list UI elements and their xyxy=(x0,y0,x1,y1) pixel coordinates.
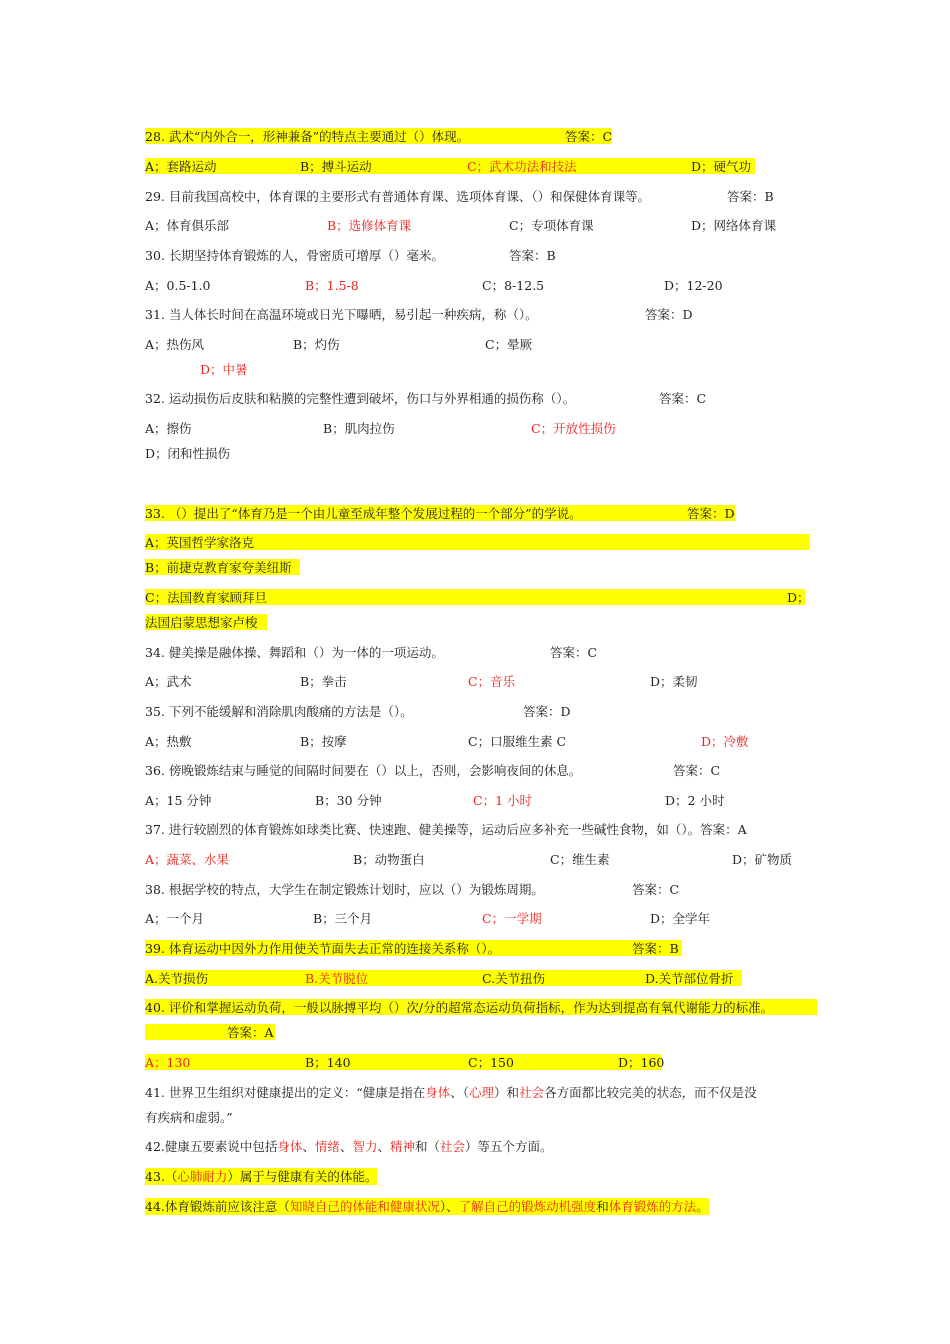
option-c-correct: C；1 小时 xyxy=(473,793,532,808)
option-d: D；硬气功 xyxy=(691,159,752,174)
question-text: 30. 长期坚持体育锻炼的人，骨密质可增厚（）毫米。 xyxy=(145,248,444,263)
answer-label: 答案：B xyxy=(632,941,679,956)
option-d: D；闭和性损伤 xyxy=(145,446,231,461)
option-d: D；柔韧 xyxy=(650,674,698,689)
option-a: A；15 分钟 xyxy=(145,793,212,808)
text: 、 xyxy=(339,1139,353,1154)
option-b: B；140 xyxy=(305,1055,351,1070)
question-text: 38. 根据学校的特点，大学生在制定锻炼计划时，应以（）为锻炼周期。 xyxy=(145,882,544,897)
text: 。 xyxy=(696,1199,709,1214)
text: 42.健康五要素说中包括 xyxy=(145,1139,278,1154)
statement-41-cont: 有疾病和虚弱。” xyxy=(145,1110,233,1125)
text: 和（ xyxy=(415,1139,441,1154)
answer-label: 答案：D xyxy=(687,506,735,521)
option-d-correct: D；冷敷 xyxy=(701,734,749,749)
answer-label: 答案：B xyxy=(509,248,556,263)
option-a: A；热伤风 xyxy=(145,337,205,352)
option-d: D；全学年 xyxy=(650,911,711,926)
option-b: B；搏斗运动 xyxy=(300,159,372,174)
question-text: 32. 运动损伤后皮肤和粘膜的完整性遭到破坏，伤口与外界相通的损伤称（）。 xyxy=(145,391,576,406)
keyword: 体育锻炼的方法 xyxy=(608,1199,697,1214)
option-b: B；三个月 xyxy=(313,911,373,926)
option-b: B；灼伤 xyxy=(293,337,340,352)
option-c-correct: C；武术功法和技法 xyxy=(467,159,577,174)
option-d: D；矿物质 xyxy=(732,852,793,867)
answer-label: 答案：C xyxy=(550,645,598,660)
keyword: 智力 xyxy=(352,1139,378,1154)
option-a: A；一个月 xyxy=(145,911,205,926)
option-d: D.关节部位骨折 xyxy=(645,971,734,986)
keyword: 情绪 xyxy=(314,1139,340,1154)
answer-label: 答案：A xyxy=(227,1025,274,1040)
option-a: A；0.5-1.0 xyxy=(145,278,211,293)
keyword: 了解自己的锻炼动机强度 xyxy=(458,1199,597,1214)
keyword: 知晓自己的体能和健康状况 xyxy=(289,1199,440,1214)
option-b: B；拳击 xyxy=(300,674,347,689)
option-b-correct: B.关节脱位 xyxy=(305,971,369,986)
answer-label: 答案：C xyxy=(632,882,680,897)
option-a: A；体育俱乐部 xyxy=(145,218,230,233)
option-a: A；擦伤 xyxy=(145,421,192,436)
option-b: B；按摩 xyxy=(300,734,347,749)
option-a: A；热敷 xyxy=(145,734,192,749)
option-c-correct: C；开放性损伤 xyxy=(531,421,616,436)
question-text: 28. 武术“内外合一，形神兼备”的特点主要通过（）体现。 xyxy=(145,129,470,144)
statement-41 xyxy=(145,1084,757,1101)
keyword: 心理 xyxy=(469,1085,495,1100)
answer-label: 答案：C xyxy=(659,391,707,406)
option-c: C.关节扭伤 xyxy=(482,971,546,986)
option-c: C；口服维生素 C xyxy=(468,734,567,749)
text: ）属于与健康有关的体能。 xyxy=(227,1169,378,1184)
statement-42 xyxy=(145,1138,553,1155)
option-c: C；专项体育课 xyxy=(509,218,594,233)
question-text: 31. 当人体长时间在高温环境或日光下曝晒，易引起一种疾病，称（）。 xyxy=(145,307,538,322)
text: 、（ xyxy=(450,1085,470,1100)
option-b: B；30 分钟 xyxy=(315,793,382,808)
option-d: D；160 xyxy=(618,1055,665,1070)
question-text: 39. 体育运动中因外力作用使关节面失去正常的连接关系称（）。 xyxy=(145,941,501,956)
option-c-correct: C；音乐 xyxy=(468,674,516,689)
text: 各方面都比较完美的状态，而不仅是没 xyxy=(544,1085,757,1100)
keyword: 社会 xyxy=(519,1085,545,1100)
option-b: B；动物蛋白 xyxy=(353,852,425,867)
option-c: C；8-12.5 xyxy=(482,278,545,293)
keyword: 身体 xyxy=(277,1139,303,1154)
question-text: 40. 评价和掌握运动负荷，一般以脉搏平均（）次/分的超常态运动负荷指标，作为达到提高有氧代谢能力的标准。 xyxy=(145,1000,774,1015)
question-text: 34. 健美操是融体操、舞蹈和（）为一体的一项运动。 xyxy=(145,645,444,660)
text: 44.体育锻炼前应该注意（ xyxy=(145,1199,290,1214)
text: ）等五个方面。 xyxy=(465,1139,553,1154)
option-c: C；维生素 xyxy=(550,852,610,867)
text: ）和 xyxy=(494,1085,520,1100)
keyword: 身体 xyxy=(425,1085,451,1100)
option-c: C；法国教育家顾拜旦 xyxy=(145,590,268,605)
option-a: A；套路运动 xyxy=(145,159,217,174)
option-b: B；肌肉拉伤 xyxy=(323,421,395,436)
option-d: D；网络体育课 xyxy=(691,218,777,233)
statement-44 xyxy=(145,1198,709,1215)
question-text: 33. （）提出了“体育乃是一个由儿童至成年整个发展过程的一个部分”的学说。 xyxy=(145,506,582,521)
option-c: C；150 xyxy=(468,1055,514,1070)
option-c: C；晕厥 xyxy=(485,337,533,352)
question-text: 36. 傍晚锻炼结束与睡觉的间隔时间要在（）以上，否则，会影响夜间的休息。 xyxy=(145,763,582,778)
keyword: 精神 xyxy=(389,1139,415,1154)
question-text: 35. 下列不能缓解和消除肌肉酸痛的方法是（）。 xyxy=(145,704,413,719)
text: 和 xyxy=(596,1199,609,1214)
answer-label: 答案：C xyxy=(565,129,613,144)
text: ）、 xyxy=(439,1199,459,1214)
answer-label: 答案：B xyxy=(727,189,774,204)
option-a: A；武术 xyxy=(145,674,192,689)
keyword: 社会 xyxy=(440,1139,466,1154)
option-b: B；前捷克教育家夸美纽斯 xyxy=(145,560,292,575)
option-d: D；12-20 xyxy=(664,278,723,293)
answer-label: 答案：D xyxy=(523,704,571,719)
text: 、 xyxy=(377,1139,390,1154)
option-a: A；英国哲学家洛克 xyxy=(145,535,255,550)
option-b-correct: B；选修体育课 xyxy=(327,218,412,233)
option-c-correct: C；一学期 xyxy=(482,911,542,926)
keyword: 心肺耐力 xyxy=(177,1169,228,1184)
statement-43 xyxy=(145,1168,377,1185)
text: 、 xyxy=(302,1139,315,1154)
option-a-correct: A；130 xyxy=(145,1055,191,1070)
option-b-correct: B；1.5-8 xyxy=(305,278,359,293)
option-d-correct: 法国启蒙思想家卢梭 xyxy=(145,615,258,630)
question-text: 37. 进行较剧烈的体育锻炼如球类比赛、快速跑、健美操等，运动后应多补充一些碱性食物，如（）。答案：A xyxy=(145,822,747,837)
answer-label: 答案：C xyxy=(673,763,721,778)
answer-label: 答案：D xyxy=(645,307,693,322)
text: 41. 世界卫生组织对健康提出的定义：“健康是指在 xyxy=(145,1085,426,1100)
option-d: D；2 小时 xyxy=(665,793,725,808)
option-d-prefix: D； xyxy=(787,590,810,605)
question-text: 29. 目前我国高校中，体育课的主要形式有普通体育课、选项体育课、（）和保健体育课等。 xyxy=(145,189,651,204)
option-d-correct: D；中暑 xyxy=(200,362,248,377)
option-a: A.关节损伤 xyxy=(145,971,209,986)
option-a-correct: A；蔬菜、水果 xyxy=(145,852,230,867)
text: 43.（ xyxy=(145,1169,178,1184)
